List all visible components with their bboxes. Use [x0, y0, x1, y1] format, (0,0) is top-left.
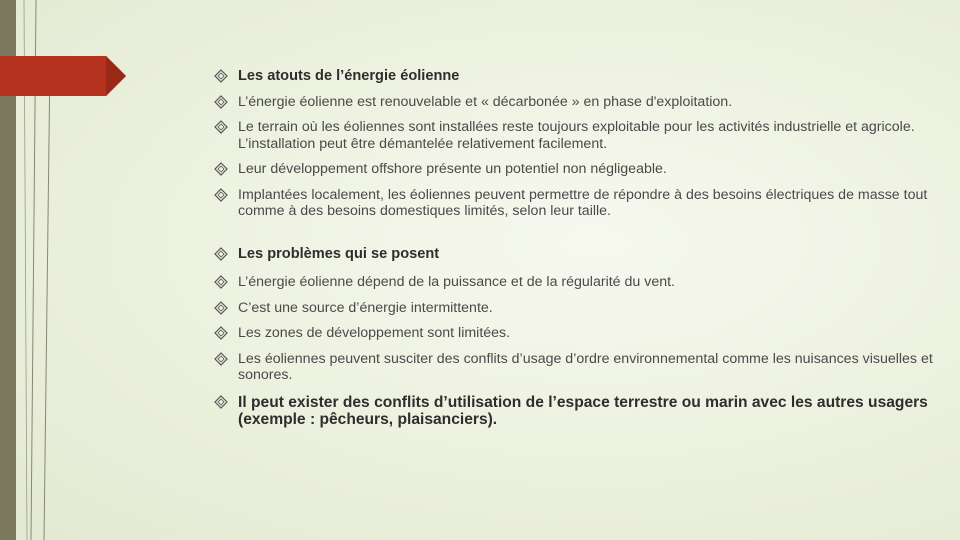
list-item — [214, 325, 934, 342]
list-item — [214, 187, 934, 220]
list-item — [214, 94, 934, 111]
diamond-outline-icon — [214, 352, 228, 366]
bullet-text: Il peut exister des conflits d’utilisation de l’espace terrestre ou marin avec les autres usagers (exemple : pêcheurs, plaisanciers). — [238, 393, 928, 428]
bullet-text: L’énergie éolienne dépend de la puissance et de la régularité du vent. — [238, 274, 675, 290]
diamond-outline-icon — [214, 275, 228, 289]
bullet-text: L’énergie éolienne est renouvelable et « décarbonée » en phase d'exploitation. — [238, 93, 733, 110]
diamond-outline-icon — [214, 395, 228, 409]
bullet-text: Leur développement offshore présente un potentiel non négligeable. — [238, 161, 667, 177]
diamond-outline-icon — [214, 247, 228, 261]
bullet-text: C’est une source d’énergie intermittente. — [238, 299, 493, 316]
diamond-outline-icon — [214, 188, 228, 202]
diamond-outline-icon — [214, 162, 228, 176]
bullet-text: Le terrain où les éoliennes sont installées reste toujours exploitable pour les activités industrielle et agricole. L’installation peut être démantelée relativement facilement. — [238, 119, 915, 152]
list-item — [214, 351, 934, 384]
diamond-outline-icon — [214, 120, 228, 134]
diamond-outline-icon — [214, 95, 228, 109]
section-heading-advantages — [214, 68, 934, 85]
list-item-emphasis — [214, 394, 934, 428]
bullet-text: Les zones de développement sont limitées. — [238, 325, 511, 341]
list-item — [214, 161, 934, 178]
accent-arrow-tab — [0, 56, 126, 96]
diamond-outline-icon — [214, 301, 228, 315]
bullet-text: Les atouts de l’énergie éolienne — [238, 68, 460, 84]
bullet-text: Implantées localement, les éoliennes peuvent permettre de répondre à des besoins électriques de masse tout comme à des besoins domestiques limités, selon leur taille. — [238, 186, 928, 219]
list-item — [214, 300, 934, 317]
list-item — [214, 119, 934, 152]
bullet-list — [214, 68, 934, 428]
section-heading-problems — [214, 246, 934, 263]
bullet-text: Les éoliennes peuvent susciter des conflits d’usage d’ordre environnemental comme les nuisances visuelles et sonores. — [238, 350, 933, 383]
bullet-text: Les problèmes qui se posent — [238, 245, 440, 262]
list-item — [214, 274, 934, 291]
diamond-outline-icon — [214, 326, 228, 340]
diamond-outline-icon — [214, 69, 228, 83]
